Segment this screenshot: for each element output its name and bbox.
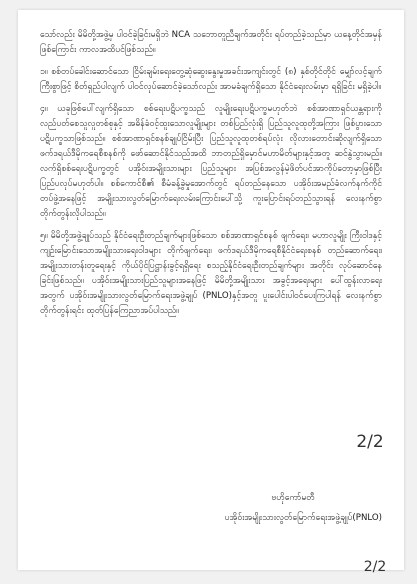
page-overlay-badge: 2/2	[344, 423, 396, 461]
document-page	[18, 10, 404, 570]
signature-organization: ပအိုဝ်းအမျိုးသားလွတ်မြောက်ရေးအဖွဲ့ချုပ်(PNLO)	[224, 513, 382, 523]
signature-block	[192, 488, 382, 528]
signature-name: ဗဟိုကော်မတီ	[271, 493, 315, 503]
paragraph-3: ၁။ စစ်တပ်ခေါင်းဆောင်သော ငြိမ်းချမ်းရေးတွေ့ဆုံဆွေးနွေးမှုအခင်းအကျင်းတွင် (၈) နှစ်တိုင်တိုင် မျှော်လင့်ချက်ကြီးစွာဖြင့် စိတ်ရှည်ပါလျက် ပါဝင်လုပ်ဆောင်ခဲ့သော်လည်း အာမခံချက်ရှိသော နိုင်ငံရေးလမ်းမှာ ရရှိခြင်း မရှိခဲ့ပါ။	[40, 67, 382, 92]
paragraph-4: ၄။ ယခုဖြစ်ပေါ်လျက်ရှိသော စစ်ရေးပဋိပက္ခသည် လူမျိုးရေးပဋိပက္ခမဟုတ်ဘဲ စစ်အာဏာရှင်ယန္တရားကို လည်ပတ်စေသူလူတစ်စုနှင့် အဓိန်ခံဝင့်ထူးသောလူမျိုးများ တစ်ပြည်လုံးရှိ ပြည်သူလူထုတို့အကြား ဖြစ်ပွားသော ပဋိပက္ခသာဖြစ်သည်။ စစ်အာဏာရှင်စနစ်ချုပ်ငြိမ်းပြီး ပြည်သူလူထုတစ်ရပ်လုံး လိုလားတောင်းဆိုလျက်ရှိသော ဖက်ဒရယ်ဒီမိုကရေစီစနစ်ကို ဖော်ဆောင်နိုင်သည်အထိ ဘာတည်ရှိမှောင်မဟာမိတ်များနှင့်အတူ ဆင်နွဲသွားမည်။ လက်ရှိစစ်ရေးပဋိပက္ခတွင် ပအိုဝ်းအမျိုးသားများ ပြည်သူများ အပြစ်အလွန်မဲ့ဖိတ်ပင်အာကိုပ်တော့မှာဖြစ်ပြီး ပြည်ပလုပ်မဟုတ်ပါ။ စစ်ကောင်စီ၏ စီမံခန့်ခွဲမှုအောက်တွင် ရပ်တည်နေသော ပအိုဝ်းအမည်ခံလက်နက်ကိုင် တပ်ဖွဲ့အနေဖြင့် အမျိုးသားလွတ်မြောက်ရေးလမ်းကြောင်းပေါ်သို့ ကူးပြောင်းရပ်တည်သွားရန် လေးနက်စွာ တိုက်တွန်းလိုပါသည်။	[40, 104, 382, 219]
page-indicator: 2/2	[363, 559, 387, 575]
paragraph-5: ၅။ မိမိတို့အဖွဲ့ချုပ်သည် နိုင်ငံရေးဦးတည်ချက်များဖြစ်သော စစ်အာဏာရှင်စနစ် ဖျက်ရေး၊ မဟာလူမျိုး ကြီးဝါဒနှင့် ကျဉ်းမြောင်းသောအမျိုးသားရေးဝါဒများ တိုက်ဖျက်ရေး၊ ဖက်ဒရယ်ဒီမိုကရေစီနိုင်ငံရေးစနစ် တည်ဆောက်ရေး၊ အမျိုးသားတန်းတူရေးနှင့် ကိုယ်ပိုင်ပြဋ္ဌာန်းခွင့်ရရှိရေး စသည့်နိုင်ငံရေးဦးတည်ချက်များ အတိုင်း လုပ်ဆောင်နေခြင်းဖြစ်သည်။ ပအိုဝ်းအမျိုးသားပြည်သူများအနေဖြင့် မိမိတို့အမျိုးသား အခွင့်အရေးများ ပေါ်ထွန်းလာရေးအတွက် ပအိုဝ်းအမျိုးသားလွတ်မြောက်ရေးအဖွဲ့ချုပ် (PNLO)နှင့်အတူ ပူးပေါင်းပါဝင်ပေးကြပါရန် လေးနက်စွာတိုက်တွန်းရင်း ထုတ်ပြန်ကြေညာအပ်ပါသည်။	[40, 231, 382, 316]
paragraph-intro: သော်လည်း မိမိတို့အဖွဲ့မှ ပါဝင်ခဲ့ခြင်းမရှိဘဲ NCA သဘောတူညီချက်အတိုင်း ရပ်တည်ခဲ့သည်မှာ ယနေ့တိုင်အမှန်ဖြစ်ကြောင်း ကာလအထိပင်ဖြစ်သည်။	[40, 30, 382, 55]
document-body	[40, 28, 382, 326]
